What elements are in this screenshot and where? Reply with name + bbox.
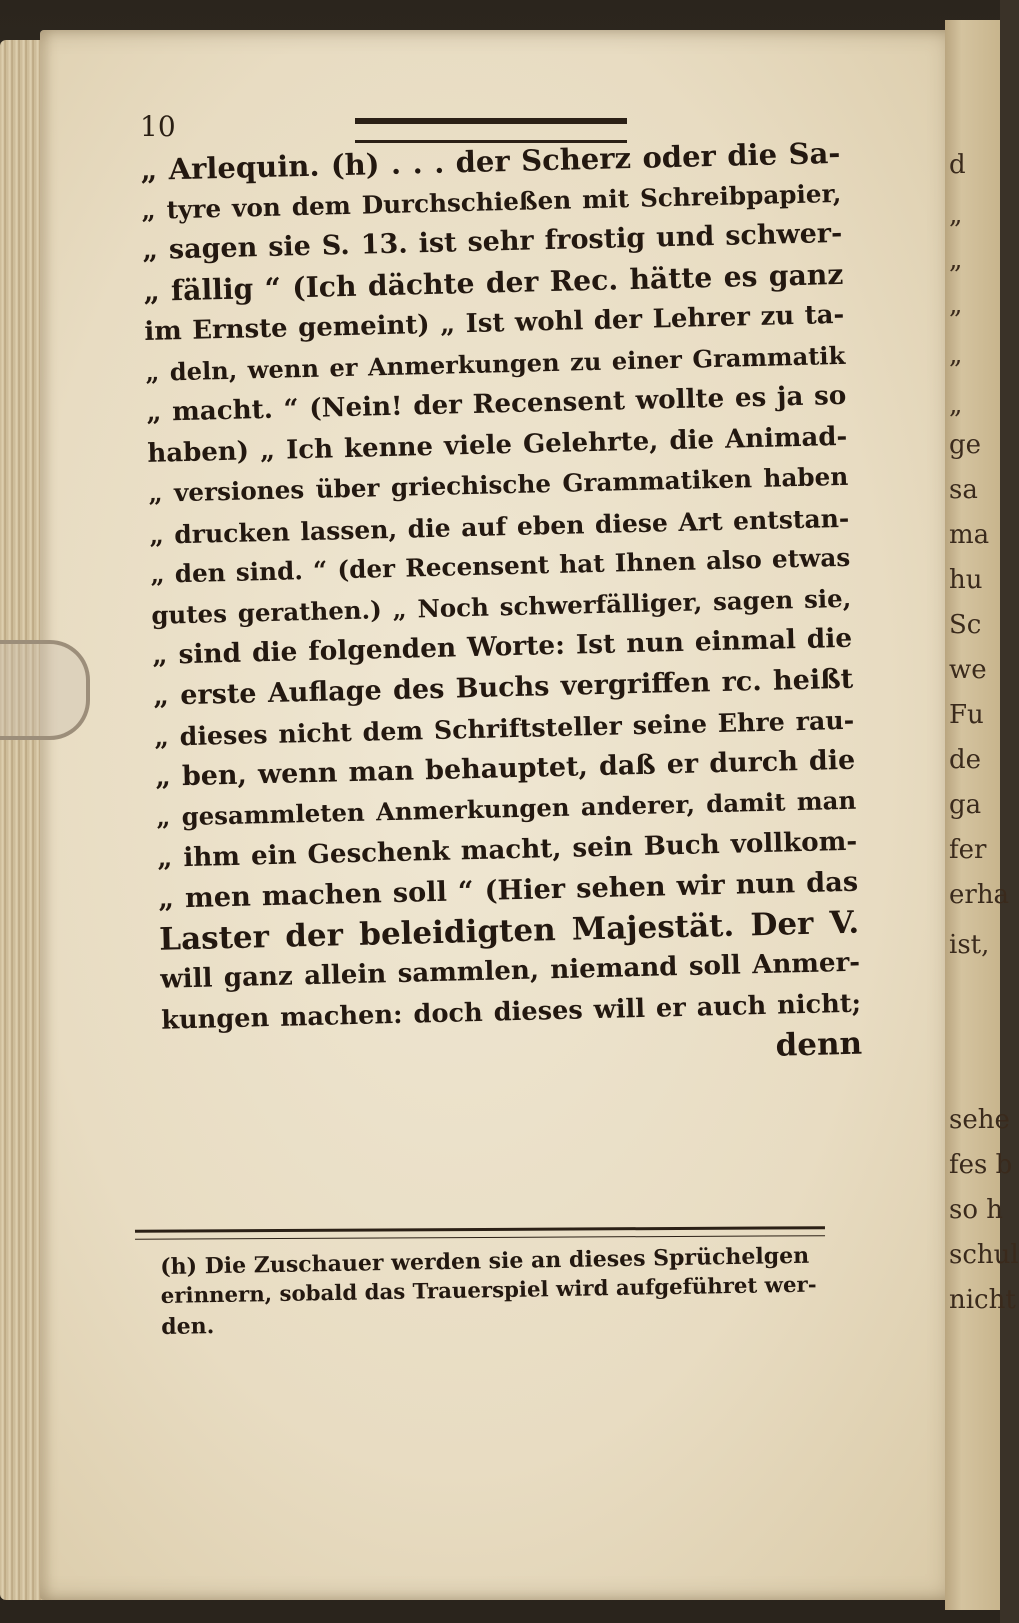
adjacent-fragment: „ <box>949 290 963 320</box>
text-line: „ sagen sie S. 13. ist sehr frostig und schwer- <box>142 217 843 266</box>
text-line: „ Arlequin. (h) . . . der Scherz oder die Sa- <box>140 135 841 187</box>
adjacent-fragment: ge <box>949 430 982 460</box>
text-line: Laster der beleidigten Majestät. Der V. <box>158 904 860 958</box>
adjacent-fragment: erha <box>949 880 1010 910</box>
page-number: 10 <box>140 110 176 143</box>
text-line: „ ben, wenn man behauptet, daß er durch die <box>154 744 856 793</box>
adjacent-fragment: d <box>949 150 966 180</box>
adjacent-fragment: Sc <box>949 610 982 640</box>
adjacent-fragment: „ <box>949 200 963 230</box>
adjacent-fragment: de <box>949 745 982 775</box>
footnote-line: erinnern, sobald das Trauerspiel wird aufgeführet wer- <box>160 1272 817 1309</box>
text-line: „ tyre von dem Durchschießen mit Schreibpapier, <box>141 178 842 225</box>
text-line: „ fällig “ (Ich dächte der Rec. hätte es ganz <box>143 257 844 308</box>
adjacent-fragment: ma <box>949 520 990 550</box>
text-line: „ erste Auflage des Buchs vergriffen rc. heißt <box>152 663 854 712</box>
adjacent-fragment: „ <box>949 245 963 275</box>
footnote-line: den. <box>161 1313 215 1340</box>
text-line: im Ernste gemeint) „ Ist wohl der Lehrer zu ta- <box>144 299 845 347</box>
text-line: „ men machen soll “ (Hier sehen wir nun das <box>157 865 859 915</box>
text-line: „ den sind. “ (der Recensent hat Ihnen also etwas <box>150 542 851 589</box>
catchword: denn <box>775 1025 863 1064</box>
adjacent-fragment: sehe <box>949 1105 1010 1135</box>
adjacent-fragment: „ <box>949 340 963 370</box>
footnote <box>160 1240 831 1342</box>
text-line: gutes gerathen.) „ Noch schwerfälliger, sagen sie, <box>151 583 852 630</box>
text-line: „ macht. “ (Nein! der Recensent wollte es ja so <box>146 379 847 428</box>
adjacent-fragment: Fu <box>949 700 984 730</box>
adjacent-fragment: we <box>949 655 987 685</box>
text-line: „ gesammleten Anmerkungen anderer, damit man <box>155 785 857 832</box>
text-line: „ versiones über griechische Grammatiken haben <box>148 461 849 508</box>
adjacent-fragment: hu <box>949 565 983 595</box>
adjacent-fragment: schul <box>949 1240 1019 1270</box>
adjacent-fragment: so h <box>949 1195 1004 1225</box>
adjacent-page <box>945 20 1019 1610</box>
text-line: will ganz allein sammlen, niemand soll Anmer- <box>159 947 861 995</box>
text-line: „ sind die folgenden Worte: Ist nun einmal die <box>151 622 853 671</box>
adjacent-fragment: fes b <box>949 1150 1013 1180</box>
text-line: haben) „ Ich kenne viele Gelehrte, die Animad- <box>147 421 848 469</box>
text-line: „ deln, wenn er Anmerkungen zu einer Grammatik <box>145 340 846 387</box>
footnote-line: (h) Die Zuschauer werden sie an dieses Sprüchelgen <box>160 1242 810 1280</box>
adjacent-fragment: ga <box>949 790 982 820</box>
adjacent-fragment: ist, <box>949 930 990 960</box>
adjacent-fragment: „ <box>949 390 963 420</box>
book-clip <box>0 640 90 740</box>
text-line: „ drucken lassen, die auf eben diese Art entstan- <box>149 502 850 550</box>
adjacent-fragment: nicht <box>949 1285 1016 1315</box>
adjacent-fragment: sa <box>949 475 978 505</box>
body-text <box>140 133 863 1081</box>
text-line: kungen machen: doch dieses will er auch nicht; <box>160 988 862 1036</box>
text-line: „ dieses nicht dem Schriftsteller seine Ehre rau- <box>153 704 855 752</box>
text-line: „ ihm ein Geschenk macht, sein Buch vollkom- <box>156 825 858 874</box>
adjacent-fragment: fer <box>949 835 987 865</box>
